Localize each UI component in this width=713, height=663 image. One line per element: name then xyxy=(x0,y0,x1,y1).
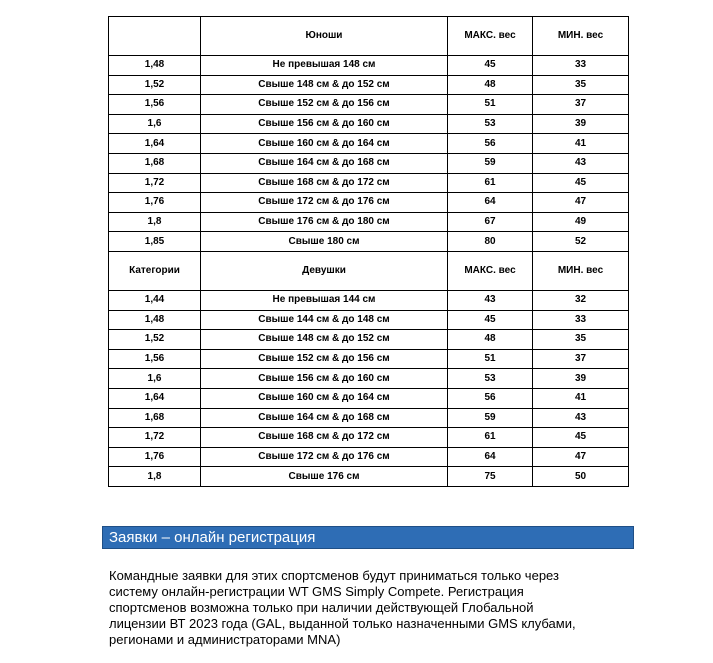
cell-height-range: Свыше 172 см & до 176 см xyxy=(201,193,448,213)
cell-height-range: Свыше 148 см & до 152 см xyxy=(201,75,448,95)
table-row xyxy=(109,232,629,252)
header-cell: Юноши xyxy=(201,17,448,56)
cell-min-weight: 35 xyxy=(533,330,629,350)
cell-category: 1,64 xyxy=(109,134,201,154)
cell-category: 1,44 xyxy=(109,290,201,310)
cell-max-weight: 64 xyxy=(448,447,533,467)
cell-height-range: Свыше 172 см & до 176 см xyxy=(201,447,448,467)
cell-category: 1,72 xyxy=(109,173,201,193)
cell-category: 1,68 xyxy=(109,408,201,428)
table-row xyxy=(109,388,629,408)
cell-category: 1,52 xyxy=(109,75,201,95)
table-row xyxy=(109,173,629,193)
cell-height-range: Не превышая 144 см xyxy=(201,290,448,310)
cell-height-range: Свыше 164 см & до 168 см xyxy=(201,408,448,428)
cell-height-range: Не превышая 148 см xyxy=(201,56,448,76)
cell-height-range: Свыше 152 см & до 156 см xyxy=(201,95,448,115)
section-heading-bar xyxy=(102,526,634,549)
cell-max-weight: 61 xyxy=(448,428,533,448)
cell-height-range: Свыше 160 см & до 164 см xyxy=(201,388,448,408)
cell-min-weight: 41 xyxy=(533,388,629,408)
boys-header-row xyxy=(109,17,629,56)
cell-category: 1,64 xyxy=(109,388,201,408)
table-row xyxy=(109,95,629,115)
cell-max-weight: 61 xyxy=(448,173,533,193)
cell-max-weight: 59 xyxy=(448,153,533,173)
cell-min-weight: 39 xyxy=(533,369,629,389)
cell-height-range: Свыше 144 см & до 148 см xyxy=(201,310,448,330)
cell-height-range: Свыше 148 см & до 152 см xyxy=(201,330,448,350)
table-row xyxy=(109,193,629,213)
girls-header-row xyxy=(109,251,629,290)
cell-min-weight: 41 xyxy=(533,134,629,154)
cell-max-weight: 48 xyxy=(448,330,533,350)
cell-category: 1,6 xyxy=(109,114,201,134)
cell-min-weight: 32 xyxy=(533,290,629,310)
cell-category: 1,48 xyxy=(109,56,201,76)
cell-height-range: Свыше 176 см & до 180 см xyxy=(201,212,448,232)
table-row xyxy=(109,56,629,76)
cell-category: 1,8 xyxy=(109,212,201,232)
cell-min-weight: 52 xyxy=(533,232,629,252)
cell-height-range: Свыше 160 см & до 164 см xyxy=(201,134,448,154)
table-row xyxy=(109,349,629,369)
cell-max-weight: 53 xyxy=(448,114,533,134)
weight-categories-table xyxy=(108,16,629,487)
cell-height-range: Свыше 156 см & до 160 см xyxy=(201,114,448,134)
cell-category: 1,48 xyxy=(109,310,201,330)
table-row xyxy=(109,467,629,487)
cell-category: 1,8 xyxy=(109,467,201,487)
header-cell: Девушки xyxy=(201,251,448,290)
registration-paragraph xyxy=(109,568,589,648)
cell-min-weight: 35 xyxy=(533,75,629,95)
cell-min-weight: 37 xyxy=(533,349,629,369)
cell-min-weight: 37 xyxy=(533,95,629,115)
table-row xyxy=(109,114,629,134)
cell-max-weight: 64 xyxy=(448,193,533,213)
cell-max-weight: 51 xyxy=(448,349,533,369)
table-row xyxy=(109,330,629,350)
cell-height-range: Свыше 164 см & до 168 см xyxy=(201,153,448,173)
cell-max-weight: 80 xyxy=(448,232,533,252)
cell-max-weight: 53 xyxy=(448,369,533,389)
cell-min-weight: 50 xyxy=(533,467,629,487)
cell-max-weight: 48 xyxy=(448,75,533,95)
table-row xyxy=(109,310,629,330)
paragraph-line: Командные заявки для этих спортсменов будут приниматься только через xyxy=(109,568,559,583)
cell-min-weight: 43 xyxy=(533,153,629,173)
cell-max-weight: 43 xyxy=(448,290,533,310)
cell-min-weight: 43 xyxy=(533,408,629,428)
cell-category: 1,76 xyxy=(109,193,201,213)
cell-min-weight: 47 xyxy=(533,447,629,467)
cell-min-weight: 47 xyxy=(533,193,629,213)
cell-height-range: Свыше 152 см & до 156 см xyxy=(201,349,448,369)
table-row xyxy=(109,369,629,389)
header-cell: МАКС. вес xyxy=(448,17,533,56)
table-row xyxy=(109,447,629,467)
header-cell: МИН. вес xyxy=(533,17,629,56)
table-row xyxy=(109,408,629,428)
cell-min-weight: 33 xyxy=(533,310,629,330)
table-row xyxy=(109,153,629,173)
cell-category: 1,56 xyxy=(109,349,201,369)
cell-height-range: Свыше 168 см & до 172 см xyxy=(201,428,448,448)
cell-max-weight: 75 xyxy=(448,467,533,487)
cell-height-range: Свыше 180 см xyxy=(201,232,448,252)
cell-max-weight: 67 xyxy=(448,212,533,232)
cell-category: 1,76 xyxy=(109,447,201,467)
table-row xyxy=(109,134,629,154)
table-row xyxy=(109,428,629,448)
header-cell: Категории xyxy=(109,251,201,290)
cell-min-weight: 49 xyxy=(533,212,629,232)
cell-category: 1,85 xyxy=(109,232,201,252)
cell-max-weight: 56 xyxy=(448,134,533,154)
cell-category: 1,68 xyxy=(109,153,201,173)
cell-category: 1,56 xyxy=(109,95,201,115)
cell-max-weight: 51 xyxy=(448,95,533,115)
paragraph-line: спортсменов возможна только при наличии действующей Глобальной xyxy=(109,600,534,615)
cell-height-range: Свыше 168 см & до 172 см xyxy=(201,173,448,193)
paragraph-line: лицензии ВТ 2023 года (GAL, выданной только назначенными GMS клубами, xyxy=(109,616,576,631)
cell-max-weight: 45 xyxy=(448,310,533,330)
cell-category: 1,52 xyxy=(109,330,201,350)
paragraph-line: систему онлайн-регистрации WT GMS Simply Compete. Регистрация xyxy=(109,584,524,599)
paragraph-line: регионами и администраторами MNA) xyxy=(109,632,341,647)
cell-category: 1,6 xyxy=(109,369,201,389)
cell-min-weight: 39 xyxy=(533,114,629,134)
table-row xyxy=(109,290,629,310)
cell-max-weight: 59 xyxy=(448,408,533,428)
cell-min-weight: 45 xyxy=(533,173,629,193)
cell-max-weight: 45 xyxy=(448,56,533,76)
cell-height-range: Свыше 176 см xyxy=(201,467,448,487)
header-cell: МАКС. вес xyxy=(448,251,533,290)
table-row xyxy=(109,75,629,95)
cell-min-weight: 33 xyxy=(533,56,629,76)
header-cell xyxy=(109,17,201,56)
cell-height-range: Свыше 156 см & до 160 см xyxy=(201,369,448,389)
header-cell: МИН. вес xyxy=(533,251,629,290)
table-row xyxy=(109,212,629,232)
cell-category: 1,72 xyxy=(109,428,201,448)
cell-min-weight: 45 xyxy=(533,428,629,448)
cell-max-weight: 56 xyxy=(448,388,533,408)
section-heading-title: Заявки – онлайн регистрация xyxy=(109,529,316,546)
